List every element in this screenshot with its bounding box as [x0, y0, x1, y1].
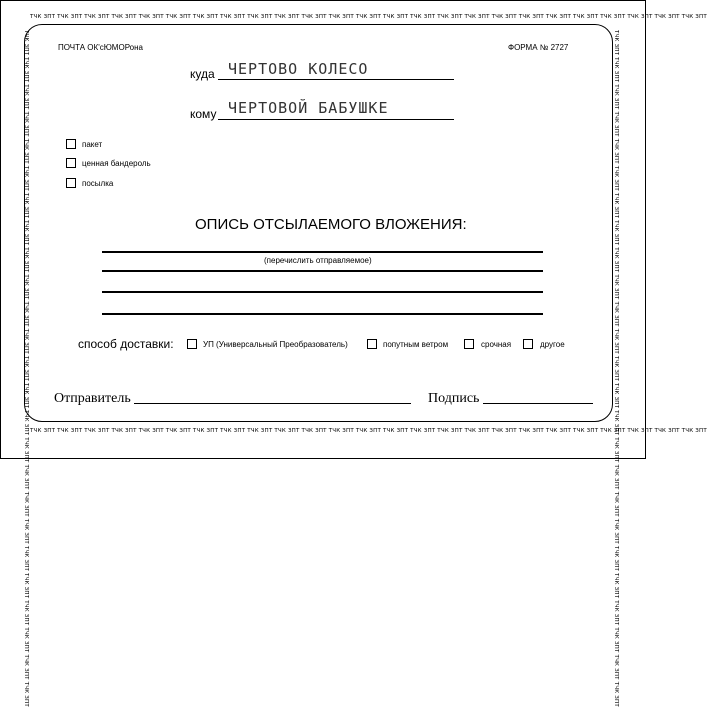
form-number: ФОРМА № 2727 — [508, 43, 569, 52]
package-checkbox[interactable] — [66, 139, 76, 149]
signature-field[interactable] — [483, 403, 593, 404]
to-label: куда — [190, 67, 215, 81]
to-value[interactable]: ЧЕРТОВО КОЛЕСО — [228, 60, 369, 78]
delivery-label: способ доставки: — [78, 337, 174, 351]
whom-value[interactable]: ЧЕРТОВОЙ БАБУШКЕ — [228, 99, 389, 117]
delivery-option-label: УП (Универсальный Преобразователь) — [203, 340, 348, 349]
sender-field[interactable] — [134, 403, 411, 404]
border-text-right: ТЧК ЗПТ ТЧК ЗПТ ТЧК ЗПТ ТЧК ЗПТ ТЧК ЗПТ ТЧК ЗПТ ТЧК ЗПТ ТЧК ЗПТ ТЧК ЗПТ ТЧК ЗПТ ТЧК ЗПТ ТЧК ЗПТ ТЧК ЗПТ ТЧК ЗПТ ТЧК ЗПТ ТЧК ЗПТ ТЧК ЗПТ ТЧК ЗПТ ТЧК ЗПТ ТЧК ЗПТ ТЧК ЗПТ ТЧК ЗПТ ТЧК ЗПТ ТЧК ЗПТ ТЧК ЗПТ — [613, 30, 619, 707]
inventory-line — [102, 270, 543, 272]
inventory-line — [102, 251, 543, 253]
delivery-option-label: другое — [540, 340, 565, 349]
whom-label: кому — [190, 107, 217, 121]
delivery-up-checkbox[interactable] — [187, 339, 197, 349]
border-text-left: ТЧК ЗПТ ТЧК ЗПТ ТЧК ЗПТ ТЧК ЗПТ ТЧК ЗПТ ТЧК ЗПТ ТЧК ЗПТ ТЧК ЗПТ ТЧК ЗПТ ТЧК ЗПТ ТЧК ЗПТ ТЧК ЗПТ ТЧК ЗПТ ТЧК ЗПТ ТЧК ЗПТ ТЧК ЗПТ ТЧК ЗПТ ТЧК ЗПТ ТЧК ЗПТ ТЧК ЗПТ ТЧК ЗПТ ТЧК ЗПТ ТЧК ЗПТ ТЧК ЗПТ ТЧК ЗПТ — [23, 30, 29, 707]
to-underline — [218, 79, 454, 80]
valuable-parcel-checkbox[interactable] — [66, 158, 76, 168]
package-type-label: пакет — [82, 140, 103, 149]
sender-label: Отправитель — [54, 391, 131, 406]
package-type-label: ценная бандероль — [82, 159, 151, 168]
package-type-label: посылка — [82, 179, 114, 188]
signature-label: Подпись — [428, 391, 480, 406]
inventory-title: ОПИСЬ ОТСЫЛАЕМОГО ВЛОЖЕНИЯ: — [195, 216, 467, 233]
delivery-other-checkbox[interactable] — [523, 339, 533, 349]
border-text-bottom: ТЧК ЗПТ ТЧК ЗПТ ТЧК ЗПТ ТЧК ЗПТ ТЧК ЗПТ ТЧК ЗПТ ТЧК ЗПТ ТЧК ЗПТ ТЧК ЗПТ ТЧК ЗПТ ТЧК ЗПТ ТЧК ЗПТ ТЧК ЗПТ ТЧК ЗПТ ТЧК ЗПТ ТЧК ЗПТ ТЧК ЗПТ ТЧК ЗПТ ТЧК ЗПТ ТЧК ЗПТ ТЧК ЗПТ ТЧК ЗПТ ТЧК ЗПТ ТЧК ЗПТ ТЧК ЗПТ — [30, 428, 707, 434]
whom-underline — [218, 119, 454, 120]
delivery-wind-checkbox[interactable] — [367, 339, 377, 349]
org-name: ПОЧТА ОК'сЮМОРона — [58, 43, 143, 52]
inventory-hint: (перечислить отправляемое) — [264, 256, 372, 265]
inventory-line — [102, 313, 543, 315]
inventory-line — [102, 291, 543, 293]
parcel-checkbox[interactable] — [66, 178, 76, 188]
delivery-option-label: срочная — [481, 340, 512, 349]
delivery-option-label: попутным ветром — [383, 340, 449, 349]
delivery-urgent-checkbox[interactable] — [464, 339, 474, 349]
border-text-top: ТЧК ЗПТ ТЧК ЗПТ ТЧК ЗПТ ТЧК ЗПТ ТЧК ЗПТ ТЧК ЗПТ ТЧК ЗПТ ТЧК ЗПТ ТЧК ЗПТ ТЧК ЗПТ ТЧК ЗПТ ТЧК ЗПТ ТЧК ЗПТ ТЧК ЗПТ ТЧК ЗПТ ТЧК ЗПТ ТЧК ЗПТ ТЧК ЗПТ ТЧК ЗПТ ТЧК ЗПТ ТЧК ЗПТ ТЧК ЗПТ ТЧК ЗПТ ТЧК ЗПТ ТЧК ЗПТ — [30, 14, 707, 20]
